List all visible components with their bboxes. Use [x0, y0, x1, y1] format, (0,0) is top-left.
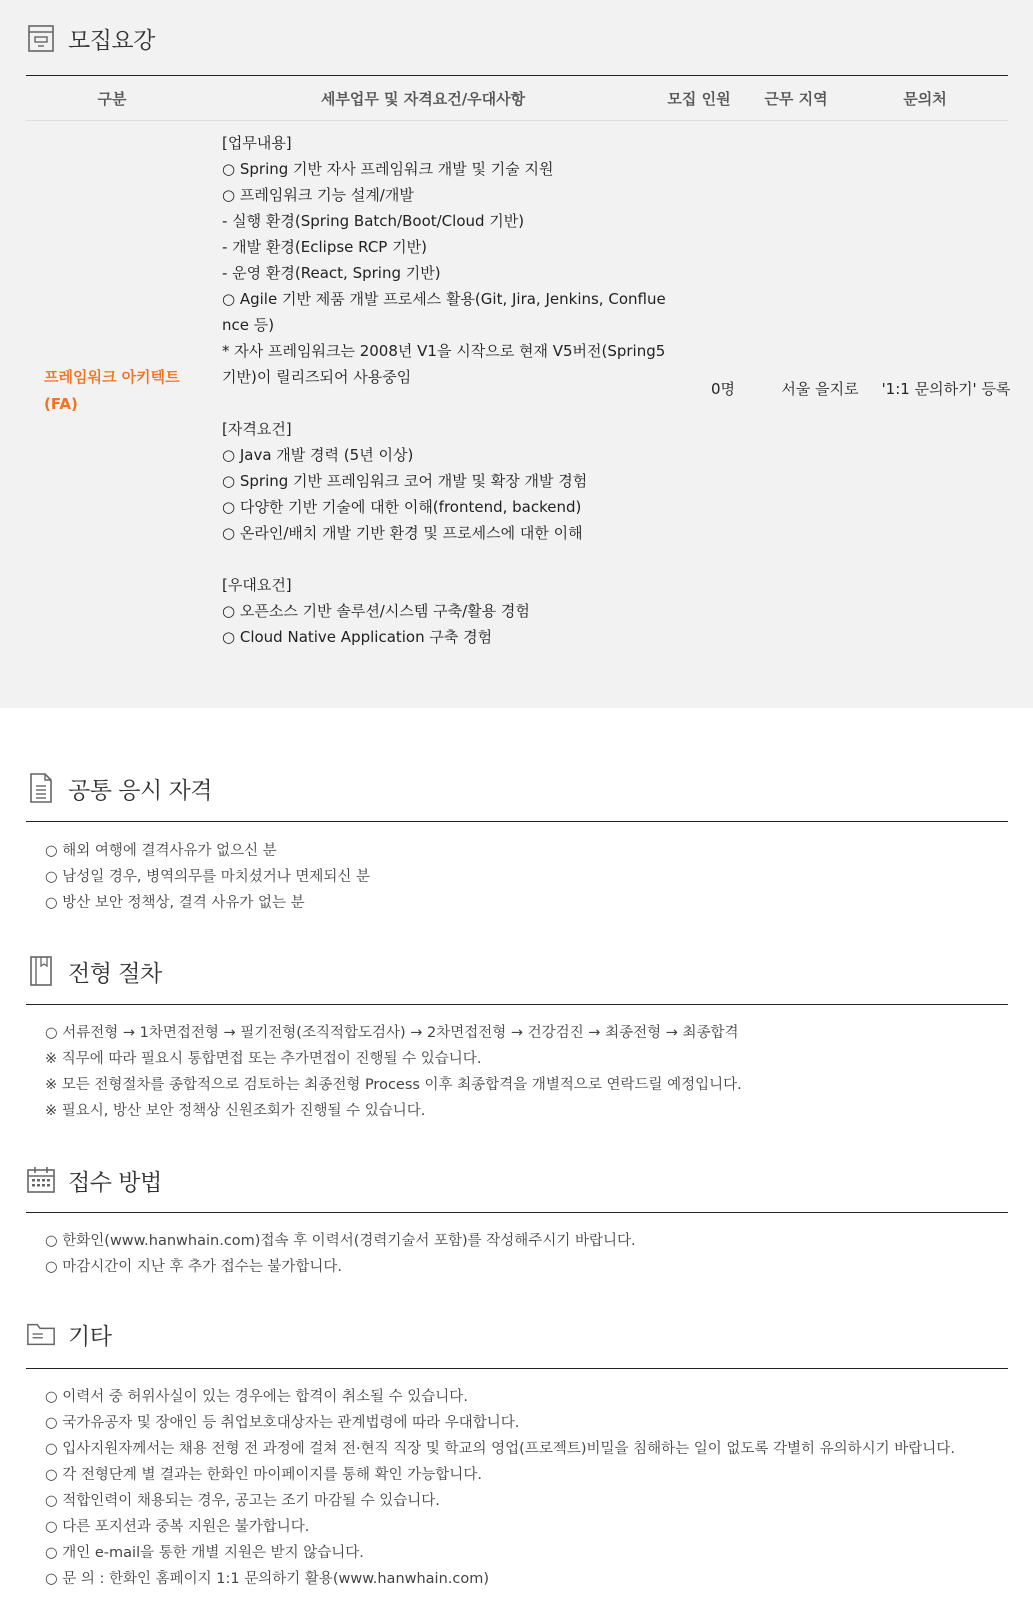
calendar-icon [26, 1163, 56, 1197]
etc-list [45, 1384, 955, 1592]
desc-line: 기반)이 릴리즈되어 사용중임 [222, 368, 412, 386]
desc-line: ○ 프레임워크 기능 설계/개발 [222, 186, 414, 204]
list-item: ○ 방산 보안 정책상, 결격 사유가 없는 분 [45, 895, 305, 911]
column-header-contact: 문의처 [903, 90, 947, 108]
table-header [26, 78, 1008, 121]
list-item: ※ 직무에 따라 필요시 통합면접 또는 추가면접이 진행될 수 있습니다. [45, 1051, 482, 1067]
etc-header [26, 1314, 111, 1354]
list-item: ○ 문 의 : 한화인 홈페이지 1:1 문의하기 활용(www.hanwhain.com) [45, 1571, 490, 1587]
location-value: 서울 을지로 [781, 380, 859, 398]
job-title: 프레임워크 아키텍트(FA) [44, 368, 180, 413]
list-item: ○ 국가유공자 및 장애인 등 취업보호대상자는 관계법령에 따라 우대합니다. [45, 1415, 520, 1431]
section-divider [26, 1368, 1008, 1369]
list-item: ※ 필요시, 방산 보안 정책상 신원조회가 진행될 수 있습니다. [45, 1103, 426, 1119]
folder-icon [26, 1317, 56, 1351]
desc-spacer [222, 390, 672, 416]
column-header-location: 근무 지역 [764, 90, 828, 108]
desc-line: - 운영 환경(React, Spring 기반) [222, 264, 441, 282]
section-divider [26, 821, 1008, 822]
job-description [222, 130, 672, 650]
section-title: 접수 방법 [68, 1169, 162, 1196]
desc-line: ○ 오픈소스 기반 솔루션/시스템 구축/활용 경험 [222, 602, 530, 620]
list-item: ※ 모든 전형절차를 종합적으로 검토하는 최종전형 Process 이후 최종합격을 개별적으로 연락드릴 예정입니다. [45, 1077, 742, 1093]
desc-line: ○ Java 개발 경력 (5년 이상) [222, 446, 414, 464]
desc-line: nce 등) [222, 316, 275, 334]
process-list [45, 1020, 742, 1124]
desc-line: - 실행 환경(Spring Batch/Boot/Cloud 기반) [222, 212, 525, 230]
list-item: ○ 서류전형 → 1차면접전형 → 필기전형(조직적합도검사) → 2차면접전형 → 건강검진 → 최종전형 → 최종합격 [45, 1025, 739, 1041]
list-item: ○ 마감시간이 지난 후 추가 접수는 불가합니다. [45, 1259, 343, 1275]
list-item: ○ 남성일 경우, 병역의무를 마치셨거나 면제되신 분 [45, 869, 371, 885]
section-title: 공통 응시 자격 [68, 777, 212, 804]
desc-line: [우대요건] [222, 576, 292, 594]
list-item: ○ 다른 포지션과 중복 지원은 불가합니다. [45, 1519, 310, 1535]
column-header-details: 세부업무 및 자격요건/우대사항 [320, 90, 526, 108]
desc-line: ○ Spring 기반 자사 프레임워크 개발 및 기술 지원 [222, 160, 554, 178]
desc-spacer [222, 546, 672, 572]
apply-header [26, 1160, 162, 1200]
desc-line: [자격요건] [222, 420, 292, 438]
desc-line: [업무내용] [222, 134, 292, 152]
process-header [26, 951, 162, 991]
book-icon [26, 954, 56, 988]
section-divider [26, 75, 1008, 76]
document-icon [26, 771, 56, 805]
section-divider [26, 1212, 1008, 1213]
list-item: ○ 개인 e-mail을 통한 개별 지원은 받지 않습니다. [45, 1545, 364, 1561]
contact-value: '1:1 문의하기' 등록 [881, 380, 1011, 398]
desc-line: ○ Spring 기반 프레임워크 코어 개발 및 확장 개발 경험 [222, 472, 588, 490]
list-item: ○ 각 전형단계 별 결과는 한화인 마이페이지를 통해 확인 가능합니다. [45, 1467, 482, 1483]
list-item: ○ 이력서 중 허위사실이 있는 경우에는 합격이 취소될 수 있습니다. [45, 1389, 468, 1405]
column-header-headcount: 모집 인원 [667, 90, 731, 108]
column-header-category: 구분 [97, 90, 127, 108]
desc-line: ○ Agile 기반 제품 개발 프로세스 활용(Git, Jira, Jenkins, Conflue [222, 290, 666, 308]
recruit-header [26, 18, 155, 58]
window-icon [26, 21, 56, 55]
list-item: ○ 해외 여행에 결격사유가 없으신 분 [45, 843, 277, 859]
list-item: ○ 입사지원자께서는 채용 전형 전 과정에 걸쳐 전·현직 직장 및 학교의 영업(프로젝트)비밀을 침해하는 일이 없도록 각별히 유의하시기 바랍니다. [45, 1441, 955, 1457]
desc-line: ○ Cloud Native Application 구축 경험 [222, 628, 493, 646]
apply-list [45, 1228, 636, 1280]
desc-line: - 개발 환경(Eclipse RCP 기반) [222, 238, 427, 256]
desc-line: * 자사 프레임워크는 2008년 V1을 시작으로 현재 V5버전(Spring5 [222, 342, 666, 360]
section-divider [26, 1004, 1008, 1005]
list-item: ○ 적합인력이 채용되는 경우, 공고는 조기 마감될 수 있습니다. [45, 1493, 440, 1509]
qualification-header [26, 768, 212, 808]
list-item: ○ 한화인(www.hanwhain.com)접속 후 이력서(경력기술서 포함)를 작성해주시기 바랍니다. [45, 1233, 636, 1249]
section-title: 기타 [68, 1323, 112, 1350]
section-title: 전형 절차 [68, 960, 162, 987]
desc-line: ○ 다양한 기반 기술에 대한 이해(frontend, backend) [222, 498, 582, 516]
section-title: 모집요강 [68, 27, 155, 54]
qualification-list [45, 838, 370, 916]
desc-line: ○ 온라인/배치 개발 기반 환경 및 프로세스에 대한 이해 [222, 524, 583, 542]
headcount-value: 0명 [710, 380, 736, 398]
